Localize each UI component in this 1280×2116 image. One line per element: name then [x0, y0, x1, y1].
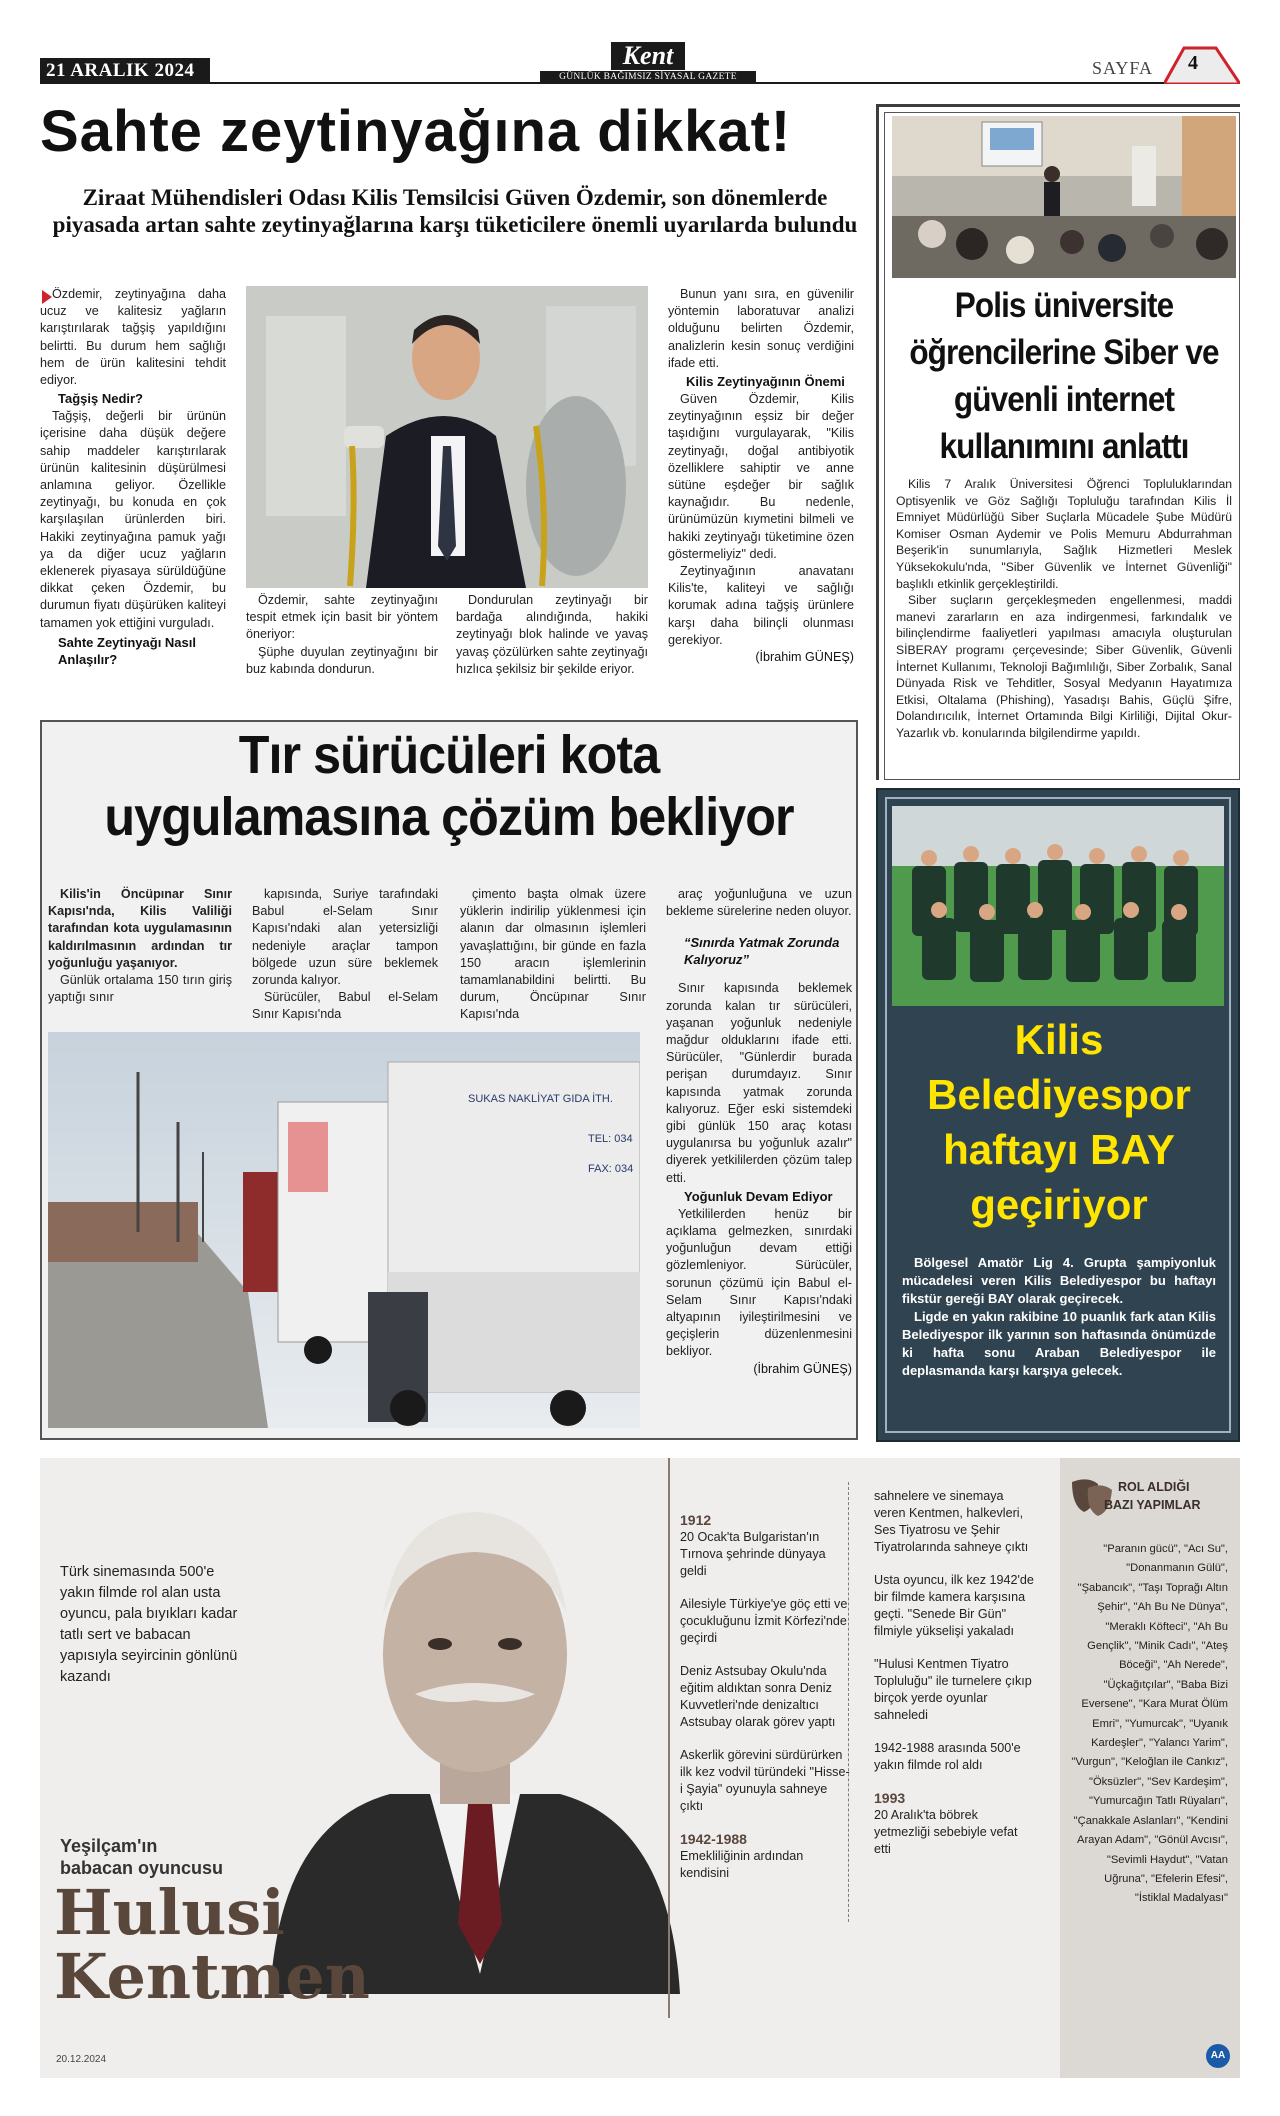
paragraph: Özdemir, zeytinyağına daha ucuz ve kalitesiz yağların karıştırılarak tağşiş yapıldığını belirtti. Bu durum hem sağlığı hem de ürün kalitesini tehdit ediyor. — [40, 287, 226, 388]
timeline-text: Ailesiyle Türkiye'ye göç etti ve çocukluğunu İzmit Körfezi'nde geçirdi — [680, 1597, 848, 1645]
photo-illustration — [892, 806, 1224, 1006]
photo-illustration — [892, 116, 1236, 278]
article1-author: (İbrahim GÜNEŞ) — [755, 650, 854, 665]
classroom-photo — [892, 116, 1236, 278]
films-list: "Paranın gücü", "Acı Su", "Donanmanın Gülü", "Şabancık", "Taşı Toprağı Altın Şehir", "Ah Bu Ne Dünya", "Meraklı Köfteci", "Ah Bu Gençlik", "Minik Cadı", "Ateş Böceği", "Ah Nerede", "Üçkağıtçılar", "Baba Bizi Eversene", "Kara Murat Ölüm Emri", "Yumurcak", "Uyanık Kardeşler", "Yalancı Yarim", "Vurgun", "Keloğlan ile Cankız", "Öksüzler", "Sev Kardeşim", "Yumurcağın Tatlı Rüyaları", "Çanakkale Aslanları", "Kendini Arayan Adam", "Gönül Avcısı", "Sevimli Haydut", "Vatan Uğruna", "Efelerin Efesi", "İstiklal Madalyası" — [1071, 1543, 1228, 1905]
photo-illustration — [48, 1032, 640, 1428]
sports-body — [902, 1254, 1216, 1380]
police-article-body — [896, 476, 1232, 742]
subhead-nasil: Sahte Zeytinyağı Nasıl Anlaşılır? — [58, 634, 196, 667]
paragraph: Günlük ortalama 150 tırın giriş yaptığı sınır — [48, 973, 232, 1005]
portrait-illustration — [240, 1494, 710, 1994]
tagline: GÜNLÜK BAĞIMSIZ SİYASAL GAZETE — [540, 71, 756, 84]
infographic-footer-date: 20.12.2024 — [56, 2054, 107, 2065]
paragraph: Ligde en yakın rakibine 10 puanlık fark atan Kilis Belediyespor ilk yarının son haftasında önümüzde ki hafta sonu Araban Belediyespor ile deplasmanda karşı karşıya gelecek. — [902, 1309, 1216, 1378]
truck-article-title: Tır sürücüleri kota uygulamasına çözüm bekliyor — [104, 725, 794, 847]
article1-col4 — [668, 286, 854, 666]
truck-text-3: FAX: 034 — [588, 1163, 634, 1175]
timeline-text: Deniz Astsubay Okulu'nda eğitim aldıktan sonra Deniz Kuvvetleri'nde denizaltıcı Astsubay olarak görev yaptı — [680, 1664, 836, 1729]
timeline-line-1 — [668, 1458, 670, 2018]
timeline-line-2 — [848, 1482, 849, 1922]
truck-text-2: TEL: 034 — [588, 1133, 633, 1145]
paragraph: çimento başta olmak üzere yüklerin indirilip yüklenmesi için alanın dar olmasının işlemleri yavaşlattığını, bir günde en fazla 150 aracın işlemlerinin tamamlanabildini belirtti. Bu durum, Öncüpınar Sınır Kapısı'nda — [460, 887, 646, 1022]
paragraph: Yetkililerden henüz bir açıklama gelmezken, sınırdaki yoğunluğun devam ettiği gözlemleniyor. Sürücüler, sorunun çözümü için Babul el-Selam Sınır Kapısı'ndaki altyapının iyileştirilmesini ve geçişlerin düzenlenmesini bekliyor. — [666, 1206, 852, 1359]
sports-title: Kilis Belediyespor haftayı BAY geçiriyor — [927, 1016, 1191, 1228]
paragraph: Şüphe duyulan zeytinyağını bir buz kabında dondurun. — [246, 644, 438, 676]
paragraph: Zeytinyağının anavatanı Kilis'te, kaliteyi ve sağlığı korumak adına tağşiş ürünlere karşı daha bilinçli olunması gerekiyor. — [668, 564, 854, 647]
films-title-2: BAZI YAPIMLAR — [1104, 1498, 1201, 1512]
paragraph: Tağşiş, değerli bir ürünün içerisine daha düşük değere sahip maddeler karıştırılarak ürünün kalitesinin düşürülmesi anlamına geliyor. Özellikle zeytinyağı, bu konuda en çok karşılaşılan ürünlerden biri. Hakiki zeytinyağına pamuk yağı ya da diğer ucuz yağların eklenerek piyasaya sürüldüğüne dikkat çeken Özdemir, bu durumun fiyatı düşürüken kaliteyi tamamen yok ettiğini vurguladı. — [40, 409, 226, 630]
timeline-year: 1942-1988 — [680, 1831, 747, 1847]
infographic-name-2: Kentmen — [54, 1940, 370, 2013]
article1-under-left — [246, 592, 438, 678]
page-number: 4 — [1188, 52, 1198, 74]
timeline-text: 1942-1988 arasında 500'e yakın filmde rol aldı — [874, 1741, 1021, 1772]
logo: Kent — [611, 42, 686, 70]
truck-col3 — [460, 886, 646, 1024]
timeline-text: "Hulusi Kentmen Tiyatro Topluluğu" ile turnelere çıkıp birçok yerde oyunlar sahneledi — [874, 1657, 1032, 1722]
page-number-tab — [1164, 46, 1240, 84]
subhead-yogunluk: Yoğunluk Devam Ediyor — [684, 1188, 833, 1204]
timeline-text: Askerlik görevini sürdürürken ilk kez vodvil türündeki "Hisse-i Şayia" oyunuyla sahneye çıktı — [680, 1748, 850, 1813]
paragraph: Siber suçların gerçekleşmeden engellenmesi, maddi manevi zararların en aza indirgenmesi, farkındalık ve bilinçlendirme faaliyetleri yapılması amacıyla oluşturulan SİBERAY programı çerçevesinde; Siber Güvenlik, Güvenli İnternet Kullanımı, Teknoloji Bağımlılığı, Siber Zorbalık, Sanal Dünyada Risk ve Tehditler, Sosyal Medyanın Hayatımıza Etkisi, Oltalama (Phishing), Yasadışı Bahis, Güçlü Şifre, Dolandırıcılık, İnternet Ortamında Bilgi Kirliliği, Dijital Okur-Yazarlık vb. konularında bilgilendirme yapıldı. — [896, 593, 1232, 740]
paragraph: araç yoğunluğuna ve uzun bekleme sürelerine neden oluyor. — [666, 887, 852, 919]
subhead-onemi: Kilis Zeytinyağının Önemi — [686, 374, 845, 390]
paragraph: Güven Özdemir, Kilis zeytinyağının eşsiz bir değer taşıdığını vurgulayarak, "Kilis zeytinyağı, doğal antibiyotik özelliklere sahiptir ve anne sütüne eşdeğer bir sağlık kaynağıdır. Bu nedenle, ürünümüzün kıymetini bilmeli ve hakiki zeytinyağı tüketimine özen göstermeliyiz" dedi. — [668, 392, 854, 561]
timeline-text: 20 Aralık'ta böbrek yetmezliği sebebiyle vefat etti — [874, 1808, 1018, 1856]
article1-title: Sahte zeytinyağına dikkat! — [40, 99, 792, 164]
paragraph: kapısında, Suriye tarafındaki Babul el-Selam Sınır Kapısı'ndaki alan yetersizliği nedeniyle araçlar tampon bölgede uzun süre beklemek zorunda kalıyor. — [252, 887, 438, 988]
truck-article-lead — [48, 886, 232, 1006]
timeline-col-1 — [680, 1512, 850, 1882]
paragraph: Dondurulan zeytinyağı bir bardağa alındığında, hakiki zeytinyağı blok halinde ve yavaş yavaş çözülürken sahte zeytinyağı hızlıca şekilsiz bir şekilde eriyor. — [456, 593, 648, 676]
masthead — [540, 42, 756, 84]
agency-logo: AA — [1206, 2044, 1230, 2068]
paragraph: Sürücüler, Babul el-Selam Sınır Kapısı'nda — [252, 990, 438, 1022]
timeline-text: sahnelere ve sinemaya veren Kentmen, halkevleri, Ses Tiyatrosu ve Şehir Tiyatrolarında sahneye çıktı — [874, 1489, 1029, 1554]
infographic-intro: Türk sinemasında 500'e yakın filmde rol alan usta oyuncu, pala bıyıkları kadar tatlı sert ve babacan yapısıyla seyircinin gönlünü kazandı — [60, 1564, 238, 1685]
olive-oil-photo — [246, 286, 648, 588]
timeline-text: Emekliliğinin ardından kendisini — [680, 1849, 804, 1880]
article3-author: (İbrahim GÜNEŞ) — [753, 1361, 852, 1376]
lead-paragraph: Kilis'in Öncüpınar Sınır Kapısı'nda, Kilis Valiliği tarafından kota uygulamasının kaldırılmasının ardından tır yoğunluğu yaşanıyor. — [48, 887, 232, 970]
films-title-1: ROL ALDIĞI — [1118, 1480, 1190, 1494]
timeline-text: Usta oyuncu, ilk kez 1942'de bir filmde kamera karşısına geçti. "Senede Bir Gün" filmiyle yükselişi yakaladı — [874, 1573, 1034, 1638]
timeline-year: 1912 — [680, 1512, 712, 1528]
infographic-panel — [40, 1458, 1240, 2078]
infographic-subtitle-2: babacan oyuncusu — [60, 1858, 224, 1878]
subhead-sinir: “Sınırda Yatmak Zorunda Kalıyoruz” — [684, 935, 840, 968]
photo-illustration — [246, 286, 648, 588]
timeline-year: 1993 — [874, 1790, 906, 1806]
article1-col1 — [40, 286, 226, 669]
infographic-name-1: Hulusi — [54, 1876, 285, 1949]
truck-col4 — [666, 886, 852, 1378]
paragraph: Bunun yanı sıra, en güvenilir yöntemin laboratuvar analizi olduğunu belirten Özdemir, analizlerin kesin sonuç verdiğini ifade etti. — [668, 287, 854, 370]
article1-under-right — [456, 592, 648, 678]
police-article-title: Polis üniversite öğrencilerine Siber ve güvenli internet kullanımını anlattı — [909, 286, 1219, 466]
paragraph: Kilis 7 Aralık Üniversitesi Öğrenci Topluluklarından Optisyenlik ve Göz Sağlığı Topluluğu tarafından Kilis İl Emniyet Müdürlüğü Siber Suçlarla Mücadele Şube Müdürü Komiser Osman Aydemir ve Polis Memuru Abdurrahman Beşerik'in sunumlarıyla, Sağlık Hizmetleri Meslek Yüksekokulu'nda, "Siber Güvenlik ve İnternet Güvenliği" başlıklı etkinlik gerçekleştirildi. — [896, 477, 1232, 591]
truck-text-1: SUKAS NAKLİYAT GIDA İTH. — [468, 1093, 613, 1105]
paragraph: Sınır kapısında beklemek zorunda kalan tır sürücüleri, yaşanan yoğunluk nedeniyle mağdur olduklarını ifade etti. Sürücüler, "Günlerdir burada perişan durumdayız. Sınır kapısında yatmak zorunda kalıyoruz. Eğer eski sistemdeki gibi günlük 150 araç kotası uygulanırsa bu yoğunluk azalır" diyerek yetkililerden çözüm talep etti. — [666, 981, 852, 1185]
truck-col2 — [252, 886, 438, 1024]
trucks-photo — [48, 1032, 640, 1428]
timeline-col-2 — [874, 1488, 1034, 1858]
issue-date: 21 ARALIK 2024 — [40, 58, 210, 84]
paragraph: Özdemir, sahte zeytinyağını tespit etmek için basit bir yöntem öneriyor: — [246, 593, 438, 642]
timeline-text: 20 Ocak'ta Bulgaristan'ın Tırnova şehrinde dünyaya geldi — [680, 1530, 826, 1578]
paragraph: Bölgesel Amatör Lig 4. Grupta şampiyonluk mücadelesi veren Kilis Belediyespor bu haftayı fikstür gereği BAY olarak geçirecek. — [902, 1255, 1216, 1306]
article1-deck: Ziraat Mühendisleri Odası Kilis Temsilcisi Güven Özdemir, son dönemlerde piyasada artan sahte zeytinyağlarına karşı tüketicilere önemli uyarılarda bulundu — [52, 185, 858, 237]
infographic-subtitle-1: Yeşilçam'ın — [60, 1836, 158, 1856]
team-photo — [892, 806, 1224, 1006]
subhead-tagsis: Tağşiş Nedir? — [58, 391, 144, 407]
page-label: SAYFA — [1092, 58, 1154, 78]
